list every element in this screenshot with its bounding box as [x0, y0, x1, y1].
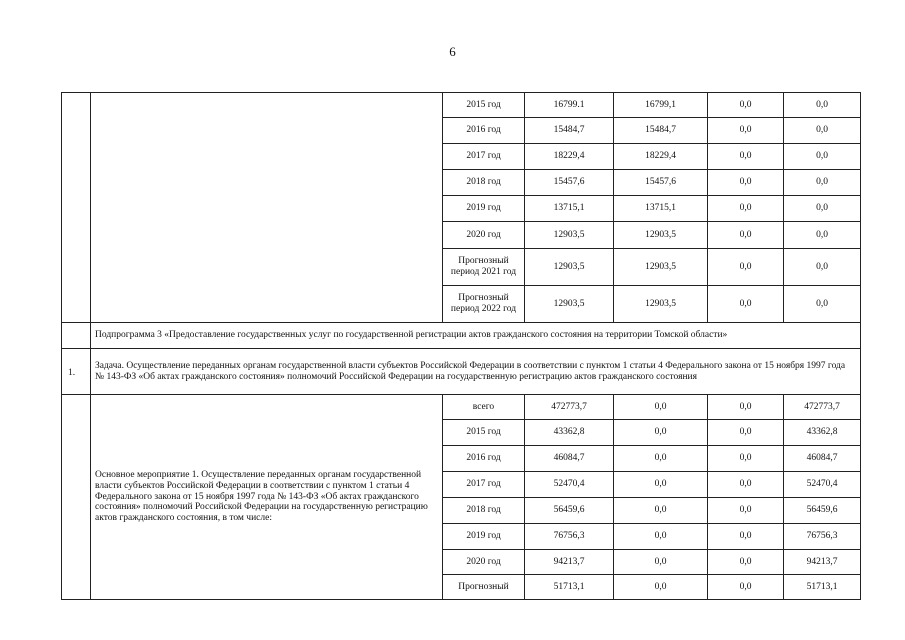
value-cell: 16799.1 — [525, 93, 614, 118]
value-cell: 0,0 — [614, 472, 708, 498]
year-cell: Прогнозный период 2021 год — [443, 249, 525, 286]
value-cell: 76756,3 — [525, 524, 614, 550]
value-cell: 12903,5 — [614, 249, 708, 286]
year-cell: 2017 год — [443, 472, 525, 498]
subprogram-row — [62, 323, 861, 349]
value-cell: 0,0 — [708, 395, 784, 420]
value-cell: 0,0 — [614, 550, 708, 575]
task-number: 1. — [62, 349, 91, 395]
value-cell: 46084,7 — [525, 446, 614, 472]
value-cell: 472773,7 — [784, 395, 861, 420]
year-cell: 2017 год — [443, 144, 525, 170]
value-cell: 94213,7 — [784, 550, 861, 575]
value-cell: 0,0 — [614, 395, 708, 420]
year-cell: 2015 год — [443, 93, 525, 118]
value-cell: 12903,5 — [525, 286, 614, 323]
value-cell: 12903,5 — [614, 286, 708, 323]
measure-name: Основное мероприятие 1. Осуществление переданных органам государственной власти субъектов Российской Федерации в соответствии с пунктом 1 статьи 4 Федерального закона от 15 ноября 1997 года № 143-ФЗ «Об актах гражданского состояния» полномочий Российской Федерации на государственную регистрацию актов гражданского состояния, в том числе: — [91, 395, 443, 600]
value-cell: 18229,4 — [614, 144, 708, 170]
task-row — [62, 349, 861, 395]
value-cell: 0,0 — [708, 286, 784, 323]
table-row — [62, 93, 861, 118]
value-cell: 0,0 — [708, 575, 784, 600]
value-cell: 0,0 — [708, 222, 784, 249]
year-cell: 2020 год — [443, 550, 525, 575]
value-cell: 0,0 — [708, 93, 784, 118]
year-cell: всего — [443, 395, 525, 420]
value-cell: 0,0 — [614, 446, 708, 472]
year-cell: 2018 год — [443, 170, 525, 196]
value-cell: 0,0 — [784, 118, 861, 144]
year-cell: 2016 год — [443, 446, 525, 472]
value-cell: 0,0 — [784, 144, 861, 170]
year-cell: 2015 год — [443, 420, 525, 446]
page-number: 6 — [449, 44, 456, 59]
subprogram-title: Подпрограмма 3 «Предоставление государственных услуг по государственной регистрации актов гражданского состояния на территории Томской области» — [91, 323, 861, 349]
number-cell-empty — [62, 395, 91, 600]
value-cell: 0,0 — [708, 420, 784, 446]
value-cell: 12903,5 — [525, 222, 614, 249]
value-cell: 12903,5 — [525, 249, 614, 286]
task-text: Задача. Осуществление переданных органам государственной власти субъектов Российской Федерации в соответствии с пунктом 1 статьи 4 Федерального закона от 15 ноября 1997 года № 143-ФЗ «Об актах гражданского состояния» полномочий Российской Федерации на государственную регистрацию актов гражданского состояния — [91, 349, 861, 395]
number-cell-empty — [62, 323, 91, 349]
value-cell: 0,0 — [784, 222, 861, 249]
program-funding-table — [61, 92, 861, 600]
value-cell: 0,0 — [708, 118, 784, 144]
value-cell: 51713,1 — [525, 575, 614, 600]
value-cell: 94213,7 — [525, 550, 614, 575]
value-cell: 13715,1 — [614, 196, 708, 222]
year-cell: 2016 год — [443, 118, 525, 144]
value-cell: 0,0 — [614, 575, 708, 600]
value-cell: 76756,3 — [784, 524, 861, 550]
value-cell: 15484,7 — [525, 118, 614, 144]
value-cell: 13715,1 — [525, 196, 614, 222]
value-cell: 43362,8 — [525, 420, 614, 446]
year-cell: 2018 год — [443, 498, 525, 524]
value-cell: 43362,8 — [784, 420, 861, 446]
year-cell: 2020 год — [443, 222, 525, 249]
value-cell: 0,0 — [708, 249, 784, 286]
value-cell: 0,0 — [784, 249, 861, 286]
value-cell: 15457,6 — [614, 170, 708, 196]
year-cell: Прогнозный период 2022 год — [443, 286, 525, 323]
table-row — [62, 395, 861, 420]
number-cell-empty — [62, 93, 91, 323]
name-cell-empty — [91, 93, 443, 323]
value-cell: 0,0 — [784, 93, 861, 118]
value-cell: 0,0 — [708, 446, 784, 472]
value-cell: 0,0 — [708, 170, 784, 196]
value-cell: 0,0 — [708, 144, 784, 170]
value-cell: 0,0 — [784, 286, 861, 323]
value-cell: 0,0 — [708, 196, 784, 222]
value-cell: 18229,4 — [525, 144, 614, 170]
value-cell: 52470,4 — [784, 472, 861, 498]
value-cell: 0,0 — [708, 524, 784, 550]
year-cell: 2019 год — [443, 524, 525, 550]
value-cell: 0,0 — [784, 196, 861, 222]
value-cell: 46084,7 — [784, 446, 861, 472]
value-cell: 0,0 — [614, 524, 708, 550]
value-cell: 15457,6 — [525, 170, 614, 196]
value-cell: 12903,5 — [614, 222, 708, 249]
value-cell: 0,0 — [784, 170, 861, 196]
value-cell: 0,0 — [614, 420, 708, 446]
value-cell: 0,0 — [708, 498, 784, 524]
value-cell: 56459,6 — [784, 498, 861, 524]
value-cell: 16799,1 — [614, 93, 708, 118]
year-cell: Прогнозный — [443, 575, 525, 600]
value-cell: 52470,4 — [525, 472, 614, 498]
value-cell: 0,0 — [708, 472, 784, 498]
value-cell: 15484,7 — [614, 118, 708, 144]
value-cell: 56459,6 — [525, 498, 614, 524]
value-cell: 0,0 — [614, 498, 708, 524]
value-cell: 472773,7 — [525, 395, 614, 420]
value-cell: 0,0 — [708, 550, 784, 575]
year-cell: 2019 год — [443, 196, 525, 222]
value-cell: 51713,1 — [784, 575, 861, 600]
